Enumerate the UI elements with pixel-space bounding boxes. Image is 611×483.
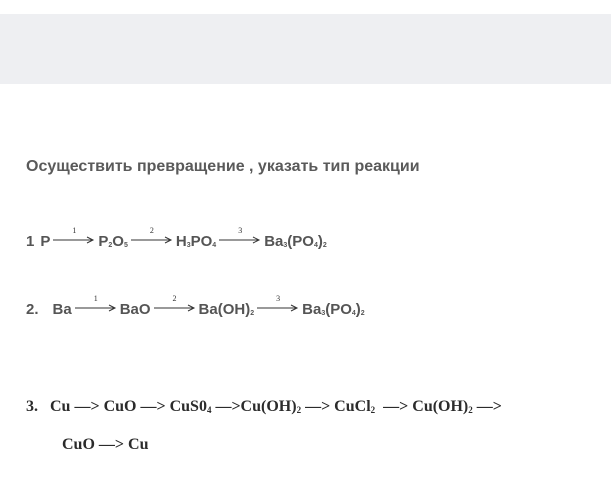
arrow-right-icon [75, 300, 117, 314]
arrow-step-label: 3 [276, 294, 281, 303]
equation-1 [26, 226, 327, 250]
arrow-step-label: 1 [72, 226, 77, 235]
eq2-number: 2. [26, 301, 39, 318]
arrow-step-label: 2 [149, 226, 154, 235]
arrow-right-icon [53, 232, 95, 246]
equation-2 [26, 294, 365, 318]
header-band [0, 14, 611, 84]
arrow-right-icon [257, 300, 299, 314]
arrow-step-label: 2 [172, 294, 177, 303]
equation-3-line-2: CuO —> Cu [62, 436, 149, 453]
arrow-right-icon [131, 232, 173, 246]
eq1-arrow-2 [131, 226, 173, 246]
eq2-arrow-1 [75, 294, 117, 314]
eq1-arrow-3 [219, 226, 261, 246]
eq1-species-1: $P_2O_5$ [98, 233, 128, 250]
arrow-step-label: 3 [238, 226, 243, 235]
eq2-arrow-2 [154, 294, 196, 314]
eq1-species-3: $Ba_3(PO_4)_2$ [264, 233, 327, 250]
eq2-species-1: BaO [119, 301, 151, 318]
eq2-species-2: $Ba(OH)_2$ [198, 301, 255, 318]
eq2-arrow-3 [257, 294, 299, 314]
arrow-right-icon [219, 232, 261, 246]
eq1-species-2: $H_3PO_4$ [175, 233, 217, 250]
eq1-arrow-1 [53, 226, 95, 246]
eq2-start: Ba [52, 301, 72, 318]
task-title: Осуществить превращение , указать тип реакции [26, 158, 420, 175]
equation-3-line-1: 3. Cu —> CuO —> $CuS0_4$ $—>Cu(OH)_2$ —> CuCl$_2$ —> $Cu(OH)_2$ —> [26, 398, 502, 415]
arrow-step-label: 1 [93, 294, 98, 303]
eq1-start: P [40, 233, 51, 250]
arrow-right-icon [154, 300, 196, 314]
eq2-species-3: $Ba_3(PO_4)_2$ [302, 301, 365, 318]
eq1-number: 1 [26, 233, 35, 250]
